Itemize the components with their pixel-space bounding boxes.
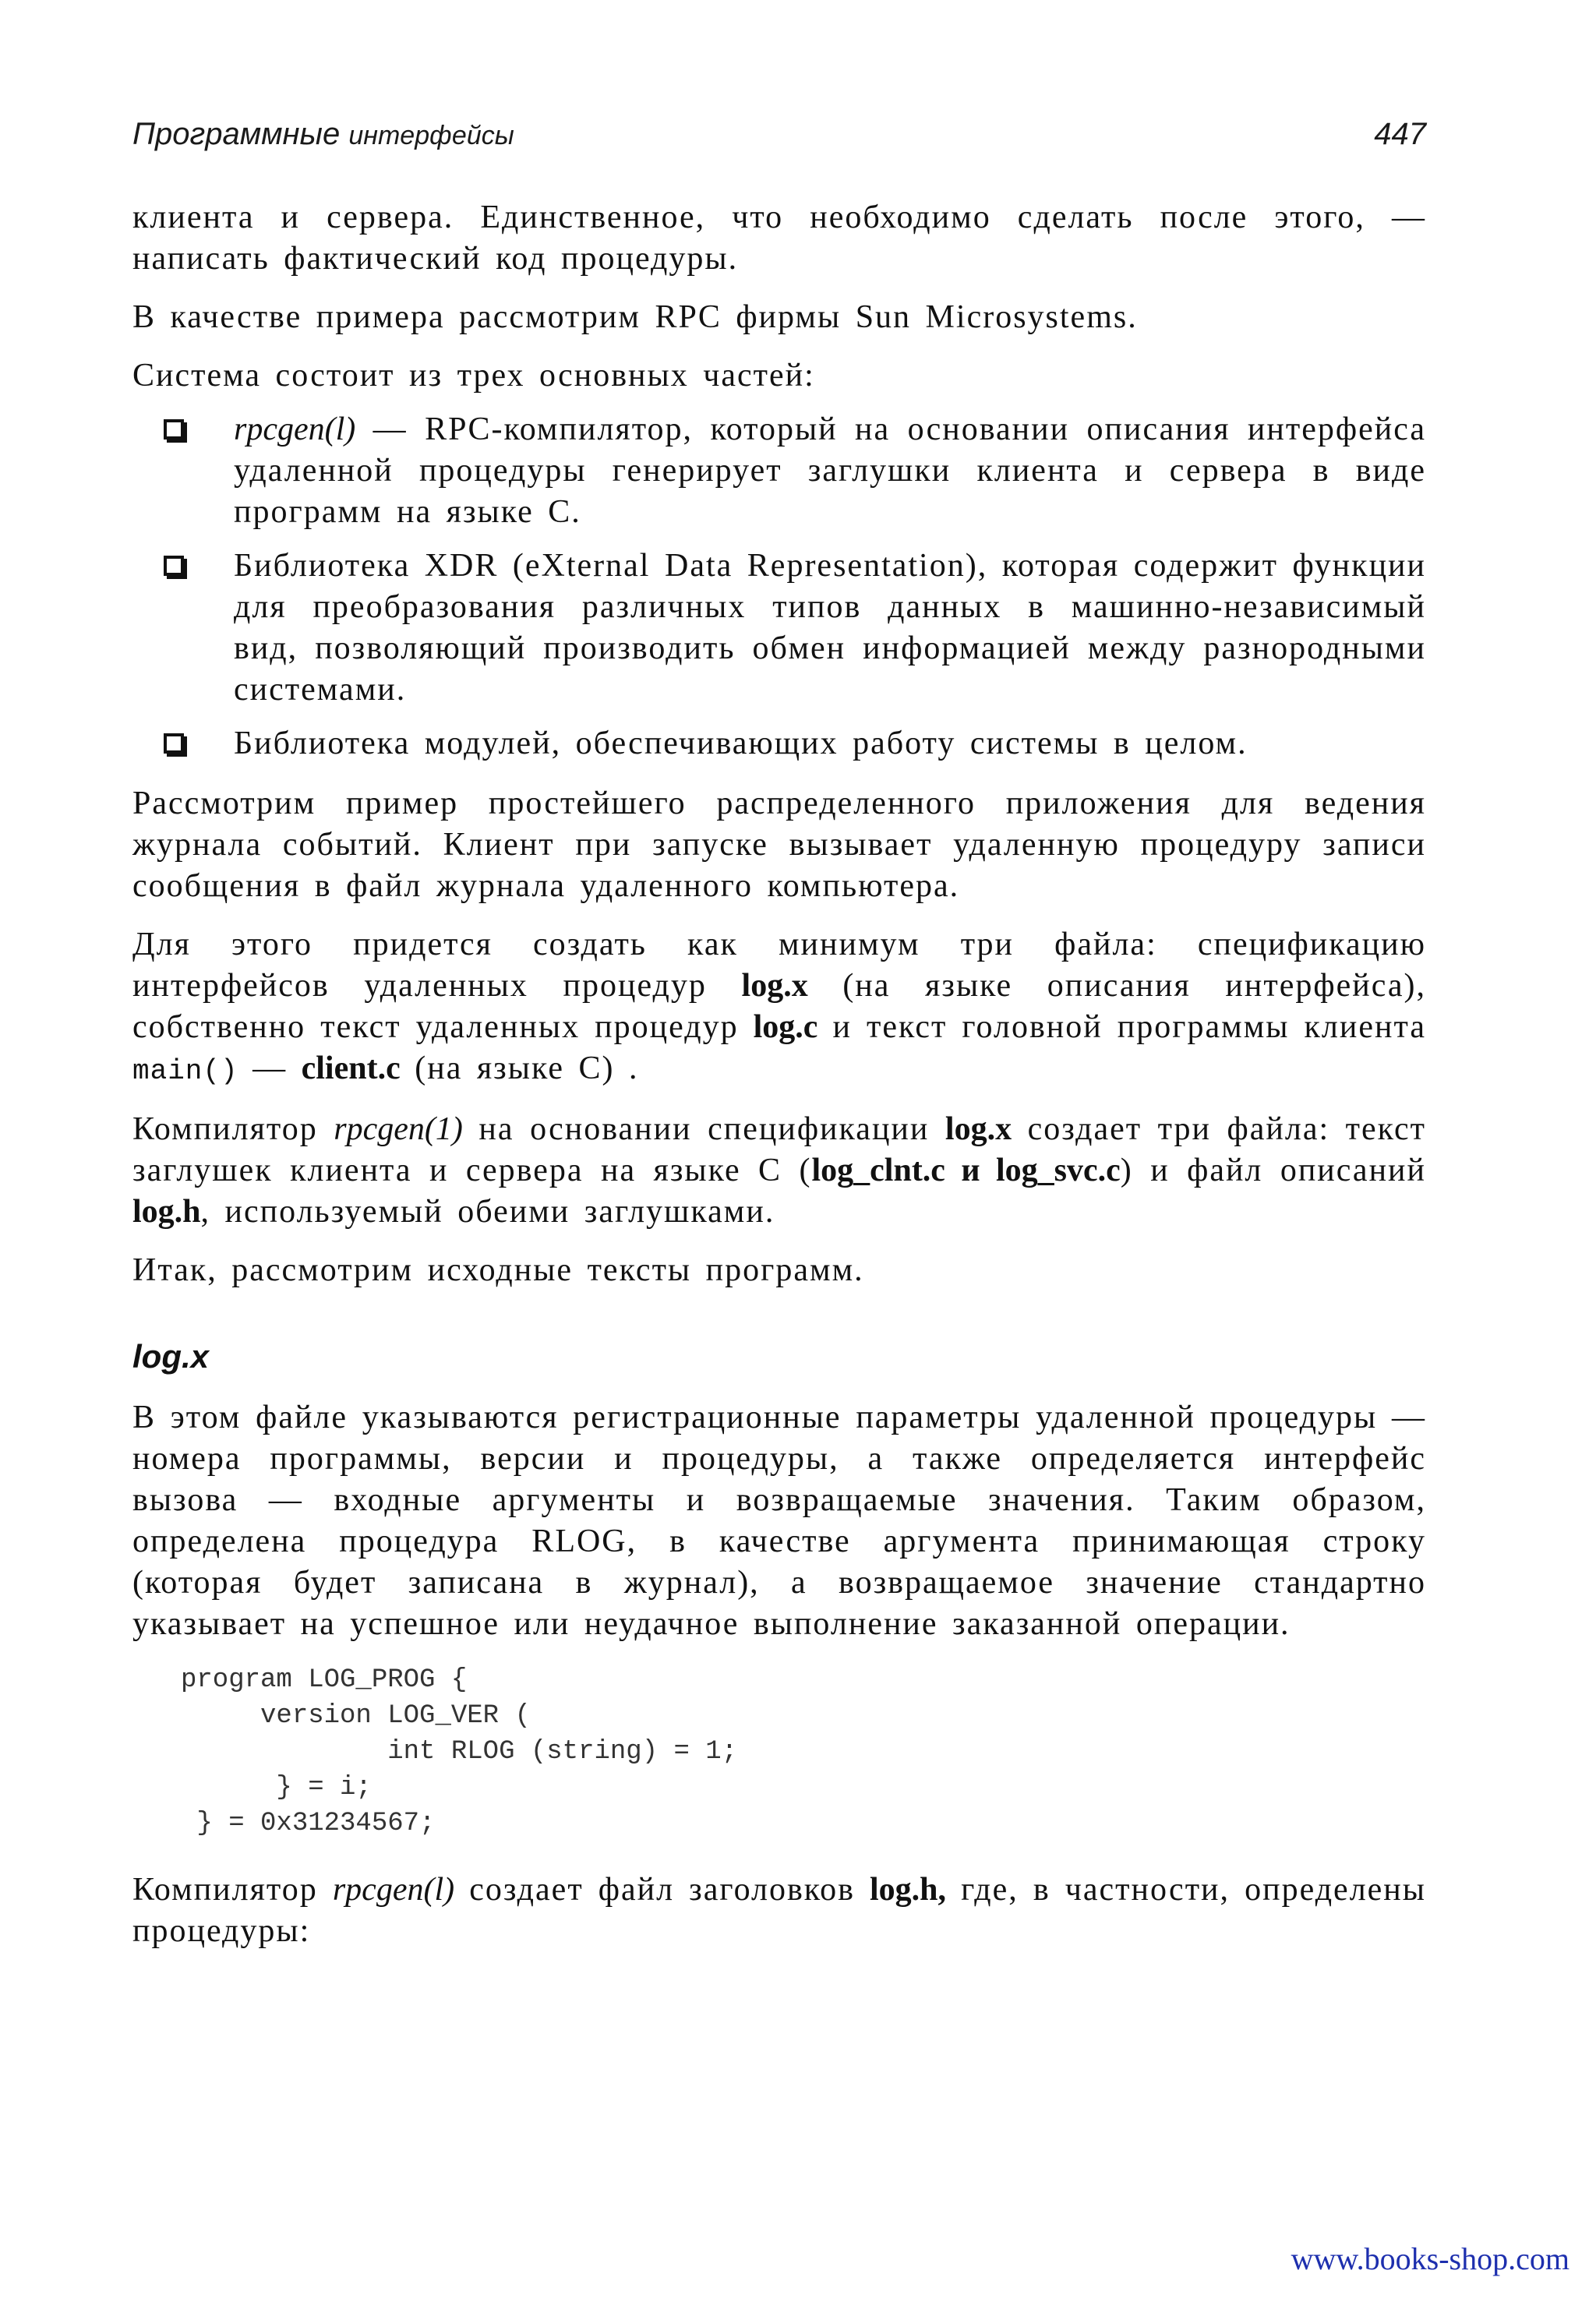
paragraph-intro: клиента и сервера. Единственное, что необходимо сделать после этого, — написать фактический код процедуры. (132, 199, 1426, 277)
watermark-url: www.books-shop.com (1291, 2241, 1570, 2276)
filename-log-h: log.h (132, 1194, 201, 1230)
filename-client-c: client.c (301, 1050, 401, 1086)
text-fragment: создает три файла: текст заглушек клиента и сервера на языке С ( (132, 1111, 1427, 1188)
list-item (132, 409, 1426, 533)
filename-log-h: log.h, (870, 1872, 947, 1908)
text-fragment: — (238, 1050, 302, 1086)
term-rpcgen: rpcgen(l) (234, 411, 356, 447)
paragraph-example: В качестве примера рассмотрим RPC фирмы Sun Microsystems. (132, 299, 1138, 335)
header-title-main: Программные (132, 117, 341, 151)
list-item (132, 545, 1426, 711)
section-heading: log.x (132, 1338, 210, 1375)
checkbox-bullet-icon (164, 556, 184, 576)
filename-log-x: log.x (945, 1111, 1012, 1147)
checkbox-bullet-icon (164, 733, 184, 754)
text-fragment: Компилятор (132, 1872, 333, 1908)
page-number: 447 (1374, 117, 1426, 151)
filename-log-c: log.c (753, 1009, 818, 1045)
text-fragment: и текст головной программы клиента (817, 1009, 1426, 1045)
paragraph-compiler (132, 1109, 1426, 1233)
list-item-text: — RPC-компилятор, который на основании описания интерфейса удаленной процедуры генерирует заглушки клиента и сервера в виде программ на языке С. (234, 411, 1426, 530)
text-fragment: ) и файл описаний (1120, 1153, 1426, 1188)
paragraph-system-parts: Система состоит из трех основных частей: (132, 358, 815, 394)
code-main: main() (132, 1055, 238, 1087)
term-rpcgen: rpcgen(l) (332, 1872, 455, 1908)
filename-stubs: log_clnt.c и log_svc.c (811, 1153, 1121, 1188)
paragraph-log-x-description: В этом файле указываются регистрационные параметры удаленной процедуры — номера программы, версии и процедуры, а также определяется интерфейс вызова — входные аргументы и возвращаемые значения. Таким образом, определена процедура RLOG, в качестве аргумента принимающая строку (которая будет записана в журнал), а возвращаемое значение стандартно указывает на успешное или неудачное выполнение заказанной операции. (132, 1400, 1426, 1642)
header-title (132, 117, 514, 152)
running-header (132, 117, 1426, 152)
paragraph-files (132, 924, 1426, 1092)
paragraph-header-file (132, 1869, 1426, 1952)
text-fragment: (на языке С) . (400, 1050, 639, 1086)
list-item-text: Библиотека XDR (eXternal Data Representation), которая содержит функции для преобразования различных типов данных в машинно-независимый вид, позволяющий производить обмен информацией между разнородными системами. (234, 548, 1426, 708)
page-content (132, 117, 1426, 1969)
code-listing: program LOG_PROG { version LOG_VER ( int RLOG (string) = 1; } = i; } = 0x31234567; (181, 1665, 738, 1838)
text-fragment: где, в частности, определены процедуры: (132, 1872, 1426, 1949)
term-rpcgen: rpcgen(1) (334, 1111, 463, 1147)
paragraph-example-app: Рассмотрим пример простейшего распределенного приложения для ведения журнала событий. Клиент при запуске вызывает удаленную процедуру записи сообщения в файл журнала удаленного компьютера. (132, 786, 1426, 904)
checkbox-bullet-icon (164, 419, 184, 440)
filename-log-x: log.x (741, 968, 808, 1004)
list-item (132, 723, 1426, 764)
text-fragment: , используемый обеими заглушками. (200, 1194, 775, 1230)
paragraph-lead-in: Итак, рассмотрим исходные тексты программ. (132, 1252, 864, 1288)
text-fragment: создает файл заголовков (454, 1872, 870, 1908)
text-fragment: на основании спецификации (462, 1111, 945, 1147)
header-title-rest: интерфейсы (348, 121, 514, 150)
text-fragment: Для этого придется создать как минимум три файла: спецификацию интерфейсов удаленных процедур (132, 927, 1426, 1004)
list-item-text: Библиотека модулей, обеспечивающих работу системы в целом. (234, 726, 1248, 761)
text-fragment: Компилятор (132, 1111, 334, 1147)
text-fragment: (на языке описания интерфейса), собственно текст удаленных процедур (132, 968, 1426, 1045)
parts-list (132, 409, 1426, 764)
